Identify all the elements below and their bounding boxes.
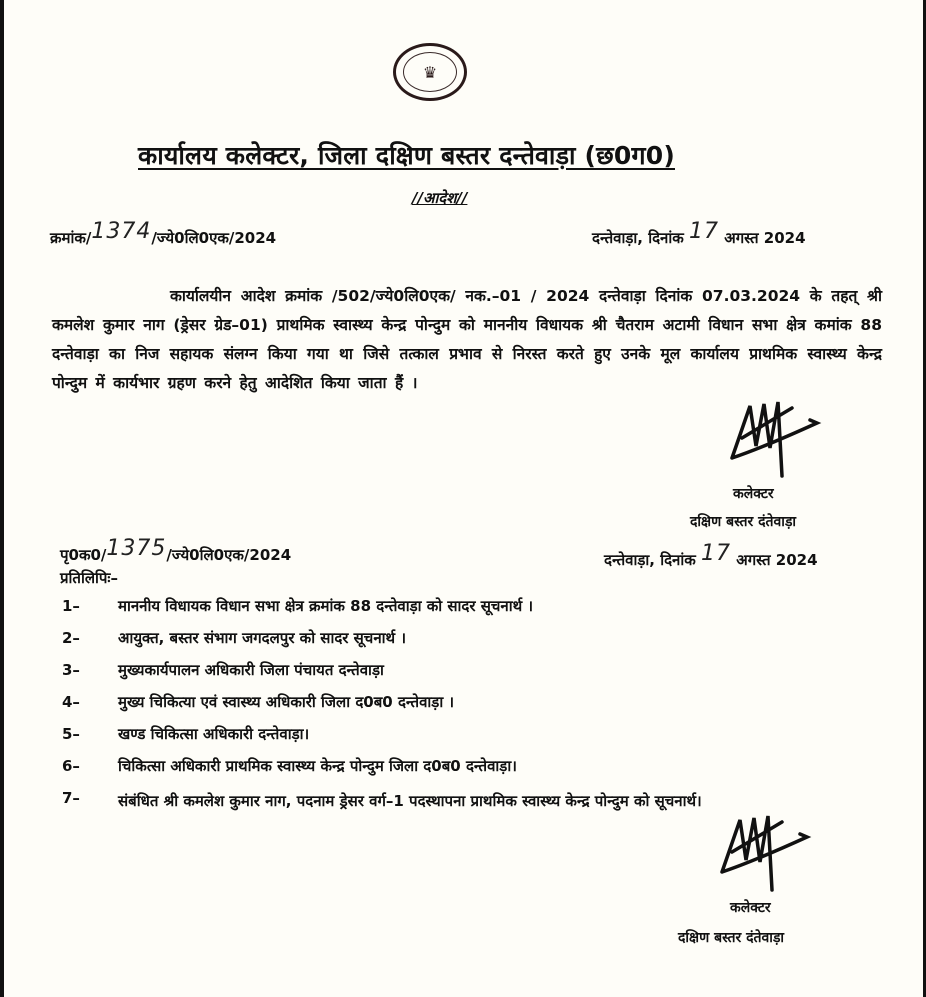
government-emblem-icon <box>393 43 467 101</box>
endorsement-number <box>60 536 292 566</box>
copy-to-item-number: 7– <box>62 789 80 807</box>
order-body-paragraph: कार्यालयीन आदेश क्रमांक /502/ज्ये0लि0एक/ नक.–01 / 2024 दन्तेवाड़ा दिनांक 07.03.2024 के तहत् श्री कमलेश कुमार नाग (ड्रेसर ग्रेड–01) प्राथमिक स्वास्थ्य केन्द्र पोन्दुम को माननीय विधायक श्री चैतराम अटामी विधान सभा क्षेत्र कमांक 88 दन्तेवाड़ा का निज सहायक संलग्न किया गया था जिसे तत्काल प्रभाव से निरस्त करते हुए उनके मूल कार्यालय प्राथमिक स्वास्थ्य केन्द्र पोन्दुम में कार्यभार ग्रहण करने हेतु आदेशित किया जाता हैं । <box>52 287 882 392</box>
signatory-1-designation: कलेक्टर <box>733 486 774 502</box>
endorsement-number-suffix: /ज्ये0लि0एक/2024 <box>166 546 292 564</box>
copy-to-item <box>62 628 902 648</box>
copy-to-item-number: 3– <box>62 661 80 679</box>
copy-to-item-text: मुख्य चिकित्या एवं स्वास्थ्य अधिकारी जिला द0ब0 दन्तेवाड़ा । <box>118 693 455 711</box>
endorsement-month-year: अगस्त 2024 <box>736 551 818 569</box>
endorsement-number-handwritten: 1375 <box>106 536 167 561</box>
order-number <box>50 219 277 249</box>
order-date <box>592 219 806 249</box>
order-date-prefix: दन्तेवाड़ा, दिनांक <box>592 229 684 247</box>
endorsement-number-prefix: पृ0क0/ <box>60 546 107 564</box>
order-number-handwritten: 1374 <box>91 219 152 244</box>
endorsement-date-prefix: दन्तेवाड़ा, दिनांक <box>604 551 696 569</box>
emblem-inner-seal: ♛ <box>403 52 457 92</box>
copy-to-item-text: माननीय विधायक विधान सभा क्षेत्र क्रमांक 88 दन्तेवाड़ा को सादर सूचनार्थ । <box>118 597 534 615</box>
order-day-handwritten: 17 <box>689 219 720 244</box>
signatory-2-district: दक्षिण बस्तर दंतेवाड़ा <box>678 930 785 946</box>
order-month-year: अगस्त 2024 <box>724 229 806 247</box>
copy-to-item <box>62 756 902 776</box>
copy-to-item-text: आयुक्त, बस्तर संभाग जगदलपुर को सादर सूचनार्थ । <box>118 629 407 647</box>
copy-to-item-number: 2– <box>62 629 80 647</box>
endorsement-date <box>604 541 818 571</box>
copy-to-item-text: संबंधित श्री कमलेश कुमार नाग, पदनाम ड्रेसर वर्ग–1 पदस्थापना प्राथमिक स्वास्थ्य केन्द्र पोन्दुम को सूचनार्थ। <box>118 792 702 810</box>
copy-to-item <box>62 692 902 712</box>
copy-to-item-number: 1– <box>62 597 80 615</box>
copy-to-item-number: 5– <box>62 725 80 743</box>
copy-to-item-text: मुख्यकार्यपालन अधिकारी जिला पंचायत दन्तेवाड़ा <box>118 661 384 679</box>
copy-to-list <box>62 596 902 826</box>
signatory-2-designation: कलेक्टर <box>730 900 771 916</box>
copy-to-item <box>62 724 902 744</box>
copy-to-item-number: 6– <box>62 757 80 775</box>
copy-to-item <box>62 660 902 680</box>
copy-to-item-number: 4– <box>62 693 80 711</box>
signature-1-icon <box>722 398 832 478</box>
signatory-1-district: दक्षिण बस्तर दंतेवाड़ा <box>690 514 797 530</box>
copy-to-item-text: खण्ड चिकित्सा अधिकारी दन्तेवाड़ा। <box>118 725 310 743</box>
order-heading: //आदेश// <box>412 189 468 207</box>
scan-edge-left <box>0 0 4 997</box>
endorsement-day-handwritten: 17 <box>701 541 732 566</box>
copy-to-item <box>62 596 902 616</box>
order-number-prefix: क्रमांक/ <box>50 229 92 247</box>
copy-to-label: प्रतिलिपिः– <box>60 569 118 587</box>
office-title: कार्यालय कलेक्टर, जिला दक्षिण बस्तर दन्तेवाड़ा (छ0ग0) <box>138 141 675 170</box>
signature-2-icon <box>712 812 822 892</box>
copy-to-item <box>62 788 902 814</box>
order-number-suffix: /ज्ये0लि0एक/2024 <box>151 229 277 247</box>
copy-to-item-text: चिकित्सा अधिकारी प्राथमिक स्वास्थ्य केन्द्र पोन्दुम जिला द0ब0 दन्तेवाड़ा। <box>118 757 517 775</box>
